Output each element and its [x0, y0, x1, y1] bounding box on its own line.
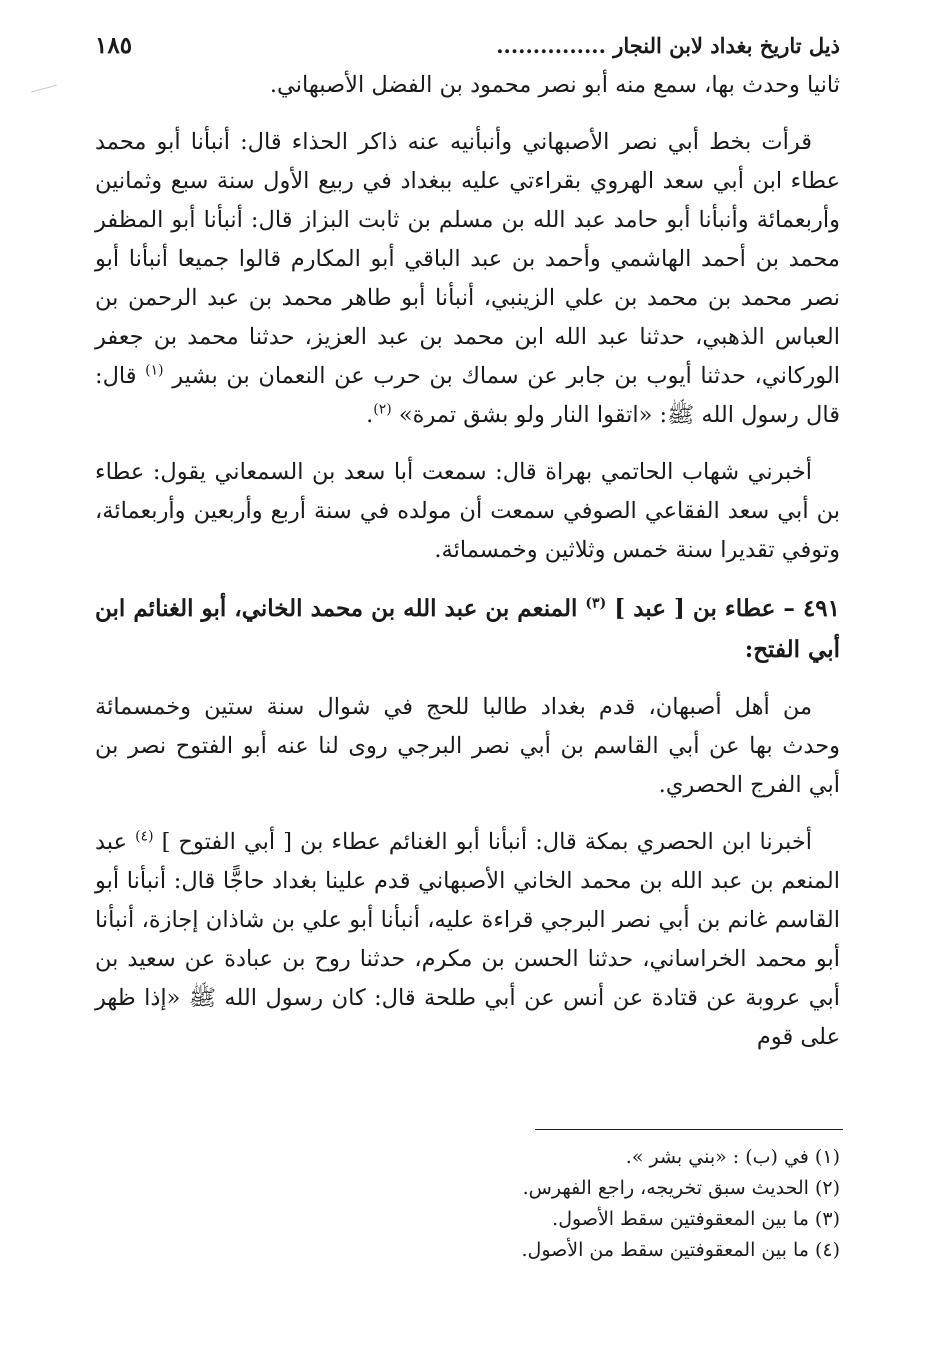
paragraph-continuation: ثانيا وحدث بها، سمع منه أبو نصر محمود بن الفضل الأصبهاني.	[269, 72, 840, 98]
footnote-3: (٣) ما بين المعقوفتين سقط الأصول.	[552, 1208, 840, 1230]
footnote-ref-1: (١)	[145, 362, 164, 379]
footnote-ref-3: (٣)	[585, 595, 607, 612]
paragraph-biography: من أهل أصبهان، قدم بغداد طالبا للحج في شوال سنة ستين وخمسمائة وحدث بها عن أبي القاسم بن أبي نصر البرجي روى لنا عنه أبو الفتوح نصر بن أبي الفرج الحصري.	[95, 694, 840, 798]
running-header	[95, 26, 840, 66]
paragraph-samani-report: أخبرني شهاب الحاتمي بهراة قال: سمعت أبا سعد بن السمعاني يقول: عطاء بن أبي سعد الفقاعي الصوفي سمعت أن مولده في سنة أربع وأربعين وأربعمائة، وتوفي تقديرا سنة خمس وثلاثين وخمسمائة.	[95, 459, 840, 563]
scan-mark	[31, 85, 58, 100]
footnote-ref-2: (٢)	[373, 401, 392, 418]
header-dots: ...............	[496, 33, 606, 58]
header-title: ذيل تاريخ بغداد لابن النجار ...............	[496, 33, 840, 58]
footnote-separator	[535, 1129, 843, 1130]
entry-heading-491: ٤٩١ – عطاء بن [ عبد ] $^{(٣)}$ المنعم بن عبد الله بن محمد الخاني، أبو الغنائم ابن أبي الفتح:	[95, 595, 840, 663]
book-page	[95, 26, 840, 1057]
footnotes	[300, 1142, 840, 1266]
page-number: ١٨٥	[95, 32, 133, 59]
footnote-4: (٤) ما بين المعقوفتين سقط من الأصول.	[521, 1239, 840, 1261]
paragraph-isnad-1: قرأت بخط أبي نصر الأصبهاني وأنبأنيه عنه ذاكر الحذاء قال: أنبأنا أبو محمد عطاء ابن أبي سعد الهروي بقراءتي عليه ببغداد في ربيع الأول سنة سبع وثمانين وأربعمائة وأنبأنا أبو حامد عبد الله بن مسلم بن ثابت البزاز قال: أنبأنا أبو المظفر محمد بن أحمد الهاشمي وأحمد بن عبد الباقي أبو المكارم قالوا جميعا أنبأنا أبو نصر محمد بن محمد بن علي الزينبي، أنبأنا أبو طاهر محمد بن عبد الرحمن بن العباس الذهبي، حدثنا عبد الله ابن محمد بن عبد العزيز، حدثنا محمد بن جعفر الوركاني، حدثنا أيوب بن جابر عن سماك بن حرب عن النعمان بن بشير $^{(١)}$ قال: قال رسول الله ﷺ: «اتقوا النار ولو بشق تمرة» $^{(٢)}$.	[95, 129, 841, 428]
footnote-ref-4: (٤)	[135, 828, 154, 845]
paragraph-isnad-2: أخبرنا ابن الحصري بمكة قال: أنبأنا أبو الغنائم عطاء بن [ أبي الفتوح ] $^{(٤)}$ عبد المنعم بن عبد الله بن محمد الخاني الأصبهاني قدم علينا بغداد حاجًّا قال: أنبأنا أبو القاسم غانم بن أبي نصر البرجي قراءة عليه، أنبأنا أبو علي بن شاذان إجازة، أنبأنا أبو محمد الخراساني، حدثنا الحسن بن مكرم، حدثنا روح بن عبادة عن سعيد بن أبي عروبة عن قتادة عن أنس عن أبي طلحة قال: كان رسول الله ﷺ «إذا ظهر على قوم	[95, 828, 840, 1050]
footnote-1: (١) في (ب) : «بني بشر ».	[625, 1146, 840, 1168]
footnote-2: (٢) الحديث سبق تخريجه، راجع الفهرس.	[522, 1177, 840, 1199]
